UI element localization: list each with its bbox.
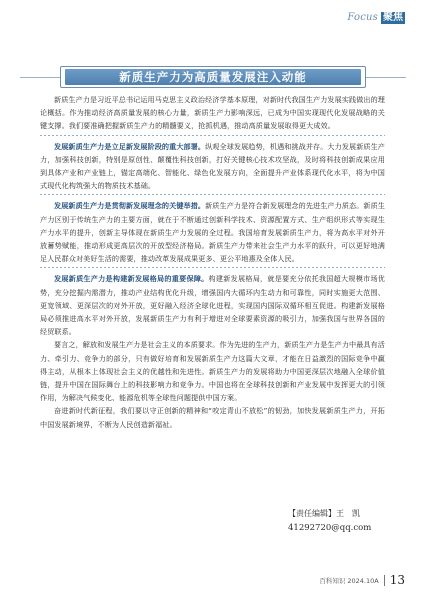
section-lead: 发展新质生产力是立足新发展阶段的重大部署。	[54, 141, 206, 151]
title-rule-right	[366, 77, 406, 78]
section-divider	[40, 135, 385, 136]
page-number: 13	[389, 573, 405, 587]
section-kicker-en: Focus	[347, 12, 378, 23]
title-band	[65, 69, 361, 85]
title-rule-left	[20, 77, 60, 78]
paragraph-text: 新质生产力是习近平总书记运用马克思主义政治经济学基本原理，对新时代我国生产力发展实践做出的理论概括。作为推动经济高质量发展的核心力量，新质生产力影响深远，已成为中国实现现代化发展战略的关键支撑。我们要准确把握新质生产力的精髓要义，抢抓机遇，推动高质量发展取得更大成效。	[40, 95, 385, 131]
paragraph-section-2	[40, 199, 385, 265]
article-title: 新质生产力为高质量发展注入动能	[119, 70, 307, 84]
article-body	[40, 93, 385, 431]
section-lead: 发展新质生产力是构建新发展格局的重要保障。	[54, 274, 209, 284]
paragraph-intro	[40, 93, 385, 133]
paragraph-section-3	[40, 272, 385, 338]
paragraph-text: 纵观全球发展趋势，机遇和挑战并存。大力发展新质生产力，加强科技创新，特别是原创性、颠覆性科技创新，打好关键核心技术攻坚战，及时将科技创新成果应用到具体产业和产业链上，锚定高端化、智能化、绿色化发展方向，全面提升产业体系现代化水平，将为中国式现代化构筑强大的物质技术基础。	[40, 141, 385, 191]
paragraph-closing	[40, 404, 385, 430]
paragraph-text: 构建新发展格局，就是要充分依托我国超大规模市场优势，充分挖掘内需潜力，推动产业结构优化升级，增强国内大循环内生动力和可靠性，同时实施更大范围、更宽领域、更深层次的对外开放，更好融入经济全球化进程，实现国内国际双循环相互促进。构建新发展格局必须推进高水平对外开放，发展新质生产力有利于增进对全球要素资源的吸引力，加强我国与世界各国的经贸联系。	[40, 274, 385, 337]
paragraph-text: 新质生产力是符合新发展理念的先进生产力质态。新质生产力区别于传统生产力的主要方面，就在于不断通过创新科学技术、资源配置方式、生产组织形式等实现生产力水平的提升，创新主导体现在新质生产力发展的全过程。我国培育发展新质生产力，将为高水平对外开放蓄势赋能，推动形成更高层次的开放型经济格局。新质生产力带来社会生产力水平的跃升，可以更好地满足人民群众对美好生活的需要，推动改革发展成果更多、更公平地惠及全体人民。	[40, 201, 385, 264]
section-lead: 发展新质生产力是贯彻新发展理念的关键举措。	[54, 201, 206, 211]
paragraph-section-1	[40, 140, 385, 193]
section-kicker-zh: 聚焦	[383, 12, 403, 23]
section-divider	[40, 267, 385, 268]
editor-label: 【责任编辑】王 凯	[288, 509, 360, 518]
footer-divider	[384, 575, 385, 586]
paragraph-text: 奋进新时代新征程，我们要以守正创新的精神和“咬定青山不放松”的韧劲，加快发展新质生产力，开拓中国发展新境界，不断为人民创造新福祉。	[40, 406, 385, 429]
page-header	[0, 0, 427, 36]
editor-email: 41292720@qq.com	[288, 523, 372, 533]
paragraph-conclusion	[40, 338, 385, 404]
editor-credit	[288, 506, 388, 536]
magazine-issue: 百科知识 2024.10A	[319, 576, 379, 585]
section-kicker	[347, 12, 405, 24]
section-divider	[40, 194, 385, 195]
page-footer	[319, 573, 405, 587]
article-title-banner	[60, 66, 366, 88]
paragraph-text: 要言之，解放和发展生产力是社会主义的本质要求。作为先进的生产力，新质生产力是生产力中最具有活力、牵引力、竞争力的部分，只有做好培育和发展新质生产力这篇大文章，才能在日益激烈的国际竞争中赢得主动，从根本上体现社会主义的优越性和先进性。新质生产力的发展将助力中国更深层次地融入全球价值链，提升中国在国际舞台上的科技影响力和竞争力。中国也将在全球科技创新和产业发展中发挥更大的引领作用，为解决气候变化、能源危机等全球性问题提供中国方案。	[40, 340, 385, 403]
